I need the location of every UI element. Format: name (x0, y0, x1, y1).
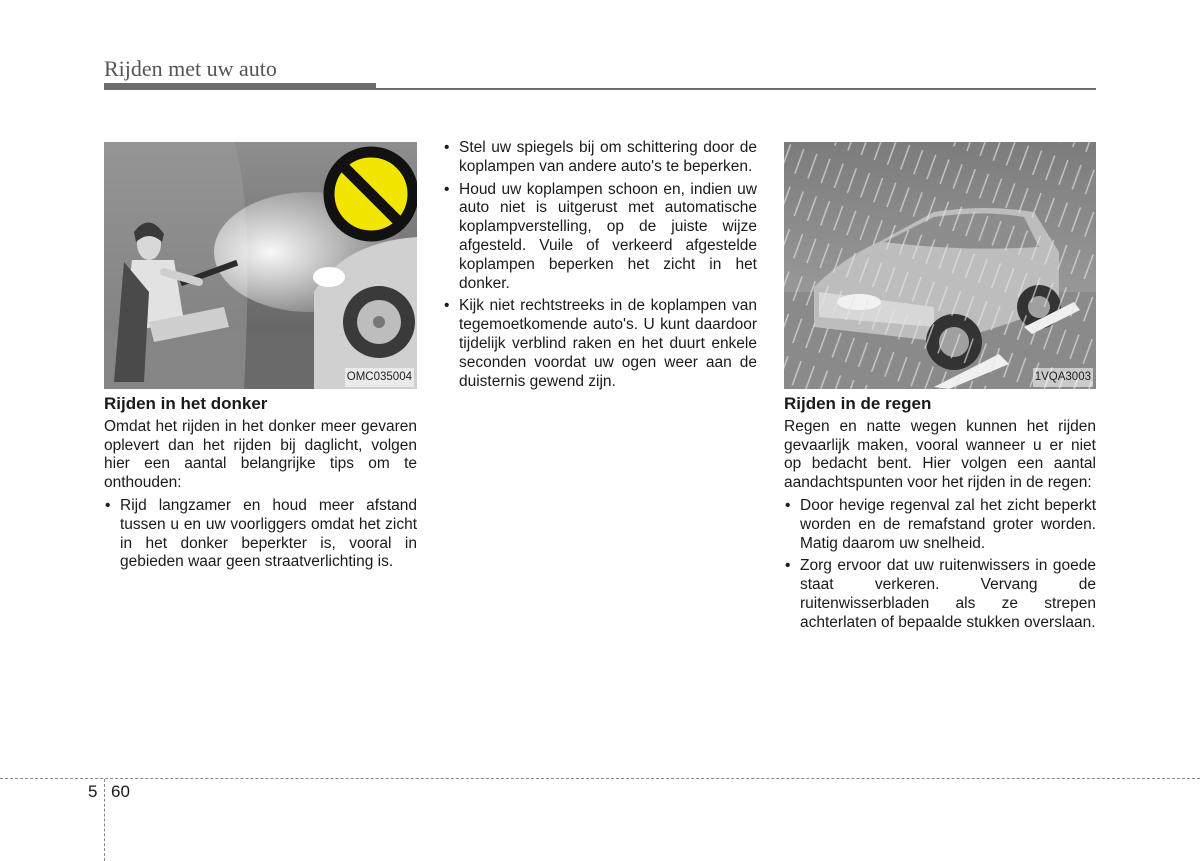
list-item-text: Door hevige regenval zal het zicht beperkt worden en de remafstand groter worden. Matig daarom uw snelheid. (800, 496, 1096, 552)
page-header-title: Rijden met uw auto (104, 56, 277, 81)
right-column (784, 142, 1096, 637)
intro-paragraph: Omdat het rijden in het donker meer gevaren oplevert dan het rijden bij daglicht, volgen hier een aantal belangrijke tips om te onthouden: (104, 417, 417, 492)
list-item (443, 139, 757, 177)
list-item-text: Kijk niet rechtstreeks in de koplampen van tegemoetkomende auto's. U kunt daardoor tijdelijk verblind raken en het duurt enkele seconden voordat uw ogen weer aan de duisternis gewend zijn. (459, 297, 757, 390)
left-column (104, 142, 417, 576)
bullet-icon: • (444, 139, 450, 156)
rain-driving-figure (784, 142, 1096, 389)
bullet-list (104, 497, 417, 572)
list-item-text: Stel uw spiegels bij om schittering door de koplampen van andere auto's te beperken. (459, 139, 757, 175)
list-item-text: Rijd langzamer en houd meer afstand tussen u en uw voorliggers omdat het zicht in het donker beperkter is, vooral in gebieden waar geen straatverlichting is. (120, 496, 417, 571)
intro-paragraph: Regen en natte wegen kunnen het rijden gevaarlijk maken, vooral wanneer u er niet op bedacht bent. Hier volgen een aantal aandachtspunten voor het rijden in de regen: (784, 417, 1096, 492)
list-item (784, 497, 1096, 553)
bullet-list (443, 139, 757, 391)
list-item (784, 557, 1096, 632)
night-driving-illustration (104, 142, 417, 389)
bullet-icon: • (444, 297, 450, 315)
list-item (104, 497, 417, 572)
section-heading-rain: Rijden in de regen (784, 394, 932, 413)
middle-column (443, 139, 757, 395)
bullet-icon: • (105, 496, 111, 514)
footer-vertical-divider (104, 779, 105, 861)
list-item (443, 181, 757, 294)
rain-driving-illustration (784, 142, 1096, 389)
list-item-text: Houd uw koplampen schoon en, indien uw auto niet is uitgerust met automatische koplampverstelling, op de juiste wijze afgesteld. Vuile of verkeerd afgestelde koplampen beperken het zicht in het donker. (459, 180, 757, 292)
figure-code: OMC035004 (345, 368, 414, 387)
figure-code: 1VQA3003 (1033, 368, 1093, 387)
bullet-icon: • (785, 496, 791, 514)
bullet-icon: • (444, 180, 450, 198)
page-number: 60 (111, 782, 130, 801)
bullet-icon: • (785, 557, 791, 575)
section-heading-dark: Rijden in het donker (104, 394, 268, 413)
section-number: 5 (88, 782, 98, 801)
list-item (443, 297, 757, 391)
list-item-text: Zorg ervoor dat uw ruitenwissers in goede staat verkeren. Vervang de ruitenwisserbladen als ze strepen achterlaten of bepaalde stukken overslaan. (800, 557, 1096, 631)
footer-divider (0, 778, 1200, 779)
bullet-list (784, 497, 1096, 633)
header-rule (104, 88, 1096, 90)
night-driving-figure (104, 142, 417, 389)
prohibition-sign-icon (329, 152, 413, 236)
